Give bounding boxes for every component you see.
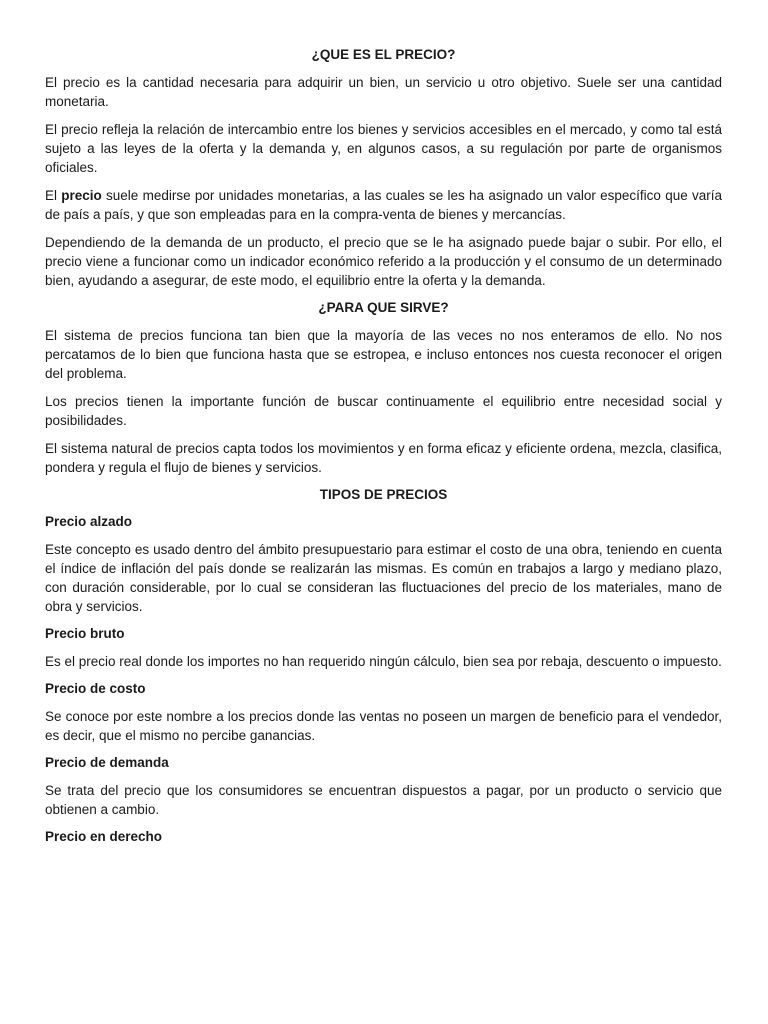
paragraph: El sistema natural de precios capta todos los movimientos y en forma eficaz y eficiente ordena, mezcla, clasifica, pondera y regula el flujo de bienes y servicios. — [45, 441, 722, 475]
price-type-text: Se conoce por este nombre a los precios donde las ventas no poseen un margen de beneficio para el vendedor, es decir, que el mismo no percibe ganancias. — [45, 709, 722, 743]
price-type-heading: Precio alzado — [45, 514, 133, 529]
price-type-text: Se trata del precio que los consumidores se encuentran dispuestos a pagar, por un producto o servicio que obtienen a cambio. — [45, 783, 722, 817]
section-title: ¿QUE ES EL PRECIO? — [311, 47, 456, 62]
paragraph-rest: suele medirse por unidades monetarias, a las cuales se les ha asignado un valor específico que varía de país a país, y que son empleadas para en la compra-venta de bienes y mercancías. — [45, 188, 722, 222]
section-tipos-de-precios — [45, 486, 722, 846]
paragraph: El sistema de precios funciona tan bien que la mayoría de las veces no nos enteramos de ello. No nos percatamos de lo bien que funciona hasta que se estropea, e incluso entonces nos cuesta reconocer el origen del problema. — [45, 328, 722, 381]
price-type-heading: Precio en derecho — [45, 829, 163, 844]
section-que-es-el-precio — [45, 46, 722, 290]
paragraph: Dependiendo de la demanda de un producto, el precio que se le ha asignado puede bajar o subir. Por ello, el precio viene a funcionar como un indicador económico referido a la producción y el consumo de un determinado bien, ayudando a asegurar, de este modo, el equilibrio entre la oferta y la demanda. — [45, 235, 722, 288]
section-title: ¿PARA QUE SIRVE? — [318, 300, 449, 315]
price-type-text: Es el precio real donde los importes no han requerido ningún cálculo, bien sea por rebaja, descuento o impuesto. — [45, 654, 722, 669]
paragraph: El precio es la cantidad necesaria para adquirir un bien, un servicio u otro objetivo. Suele ser una cantidad monetaria. — [45, 75, 722, 109]
price-type-heading: Precio de costo — [45, 681, 146, 696]
price-type-text: Este concepto es usado dentro del ámbito presupuestario para estimar el costo de una obra, teniendo en cuenta el índice de inflación del país donde se realizarán las mismas. Es común en trabajos a largo y mediano plazo, con duración considerable, por lo cual se consideran las fluctuaciones del precio de los materiales, mano de obra y servicios. — [45, 542, 722, 614]
paragraph: El precio refleja la relación de intercambio entre los bienes y servicios accesibles en el mercado, y como tal está sujeto a las leyes de la oferta y la demanda y, en algunos casos, a su regulación por parte de organismos oficiales. — [45, 122, 722, 175]
paragraph-lead: El — [45, 188, 62, 203]
paragraph: Los precios tienen la importante función de buscar continuamente el equilibrio entre necesidad social y posibilidades. — [45, 394, 722, 428]
price-type-heading: Precio de demanda — [45, 755, 169, 770]
bold-term: precio — [61, 188, 102, 203]
section-para-que-sirve — [45, 299, 722, 477]
price-type-heading: Precio bruto — [45, 626, 125, 641]
section-title: TIPOS DE PRECIOS — [319, 487, 448, 502]
paragraph — [45, 186, 722, 224]
